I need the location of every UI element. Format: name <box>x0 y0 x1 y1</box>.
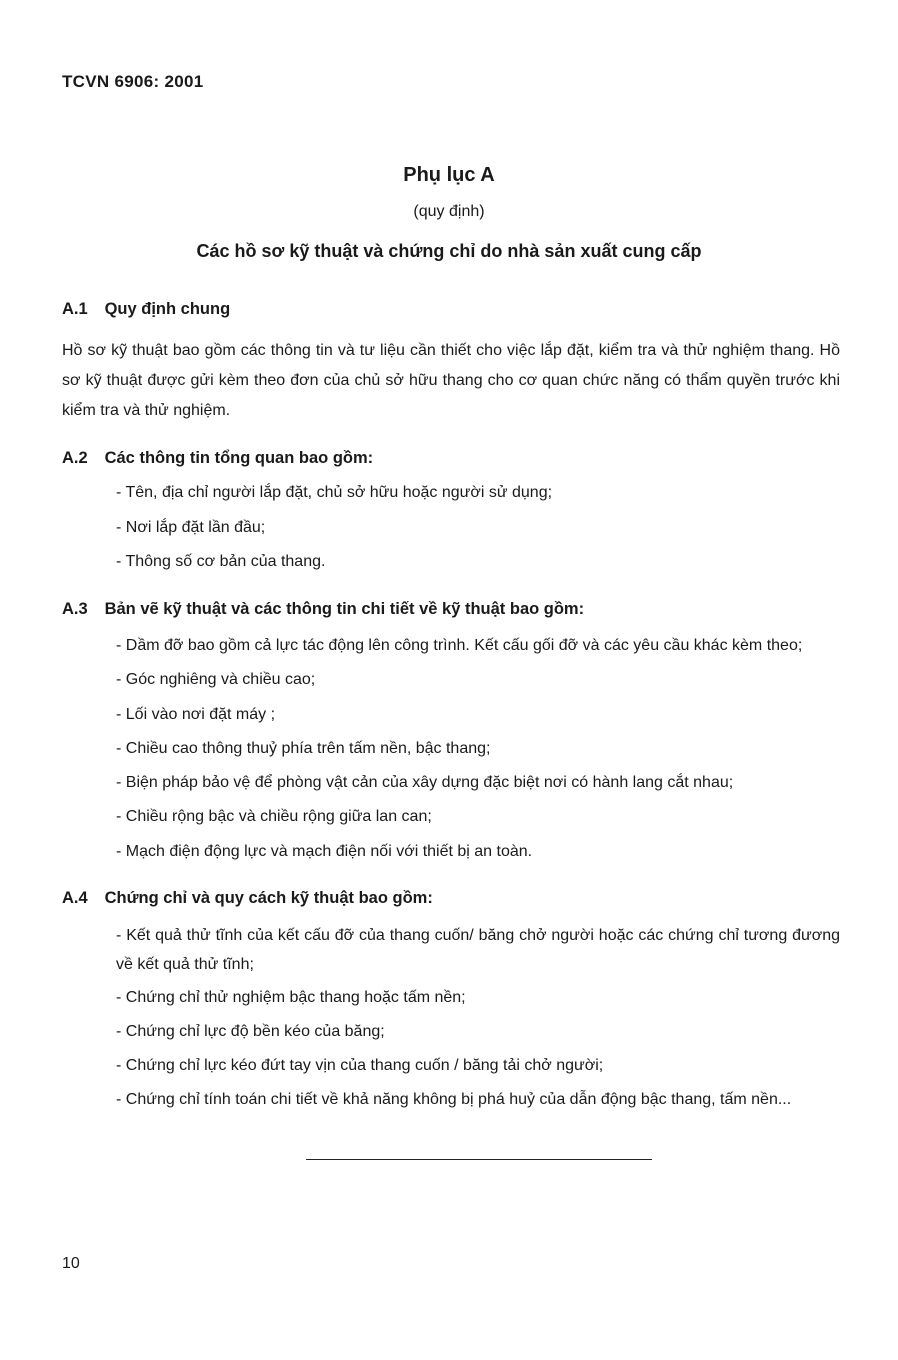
list-item: - Tên, địa chỉ người lắp đặt, chủ sở hữu hoặc người sử dụng; <box>116 484 553 501</box>
list-item: - Nơi lắp đặt lần đầu; <box>116 519 266 536</box>
section-number: A.1 <box>62 300 88 318</box>
list-item: - Thông số cơ bản của thang. <box>116 553 326 570</box>
section-title: Chứng chỉ và quy cách kỹ thuật bao gồm: <box>104 889 433 907</box>
page-number: 10 <box>62 1255 80 1272</box>
appendix-subject: Các hồ sơ kỹ thuật và chứng chỉ do nhà sản xuất cung cấp <box>196 241 702 261</box>
section-a2-heading <box>62 449 373 468</box>
list-item: - Góc nghiêng và chiều cao; <box>116 671 316 688</box>
list-item: - Biện pháp bảo vệ để phòng vật cản của xây dựng đặc biệt nơi có hành lang cắt nhau; <box>116 774 734 791</box>
end-divider <box>306 1159 652 1160</box>
section-title: Bản vẽ kỹ thuật và các thông tin chi tiết về kỹ thuật bao gồm: <box>104 600 585 618</box>
list-item: - Chiều rộng bậc và chiều rộng giữa lan can; <box>116 808 432 825</box>
section-number: A.2 <box>62 449 88 467</box>
list-item: - Kết quả thử tĩnh của kết cấu đỡ của thang cuốn/ băng chở người hoặc các chứng chỉ tương đương về kết quả thử tĩnh; <box>116 927 840 973</box>
section-title: Các thông tin tổng quan bao gồm: <box>104 449 374 467</box>
list-item: - Chứng chỉ tính toán chi tiết về khả năng không bị phá huỷ của dẫn động bậc thang, tấm nền... <box>116 1091 792 1108</box>
list-item: - Lối vào nơi đặt máy ; <box>116 706 276 723</box>
list-item: - Chiều cao thông thuỷ phía trên tấm nền, bậc thang; <box>116 740 491 757</box>
section-a3-heading <box>62 600 584 619</box>
section-title: Quy định chung <box>104 300 231 318</box>
section-number: A.4 <box>62 889 88 907</box>
section-a1-heading <box>62 300 230 319</box>
document-code: TCVN 6906: 2001 <box>62 72 204 91</box>
appendix-type: (quy định) <box>413 203 485 220</box>
section-a4-heading <box>62 889 433 908</box>
section-number: A.3 <box>62 600 88 618</box>
appendix-title: Phụ lục A <box>403 164 495 186</box>
section-a1-paragraph: Hồ sơ kỹ thuật bao gồm các thông tin và tư liệu cần thiết cho việc lắp đặt, kiểm tra và thử nghiệm thang. Hồ sơ kỹ thuật được gửi kèm theo đơn của chủ sở hữu thang cho cơ quan chức năng có thẩm quyền trước khi kiểm tra và thử nghiệm. <box>62 342 840 419</box>
list-item: - Mạch điện động lực và mạch điện nối với thiết bị an toàn. <box>116 843 533 860</box>
list-item: - Chứng chỉ lực độ bền kéo của băng; <box>116 1023 385 1040</box>
list-item: - Dầm đỡ bao gồm cả lực tác động lên công trình. Kết cấu gối đỡ và các yêu cầu khác kèm theo; <box>116 637 803 654</box>
list-item: - Chứng chỉ lực kéo đứt tay vịn của thang cuốn / băng tải chở người; <box>116 1057 604 1074</box>
list-item: - Chứng chỉ thử nghiệm bậc thang hoặc tấm nền; <box>116 989 466 1006</box>
